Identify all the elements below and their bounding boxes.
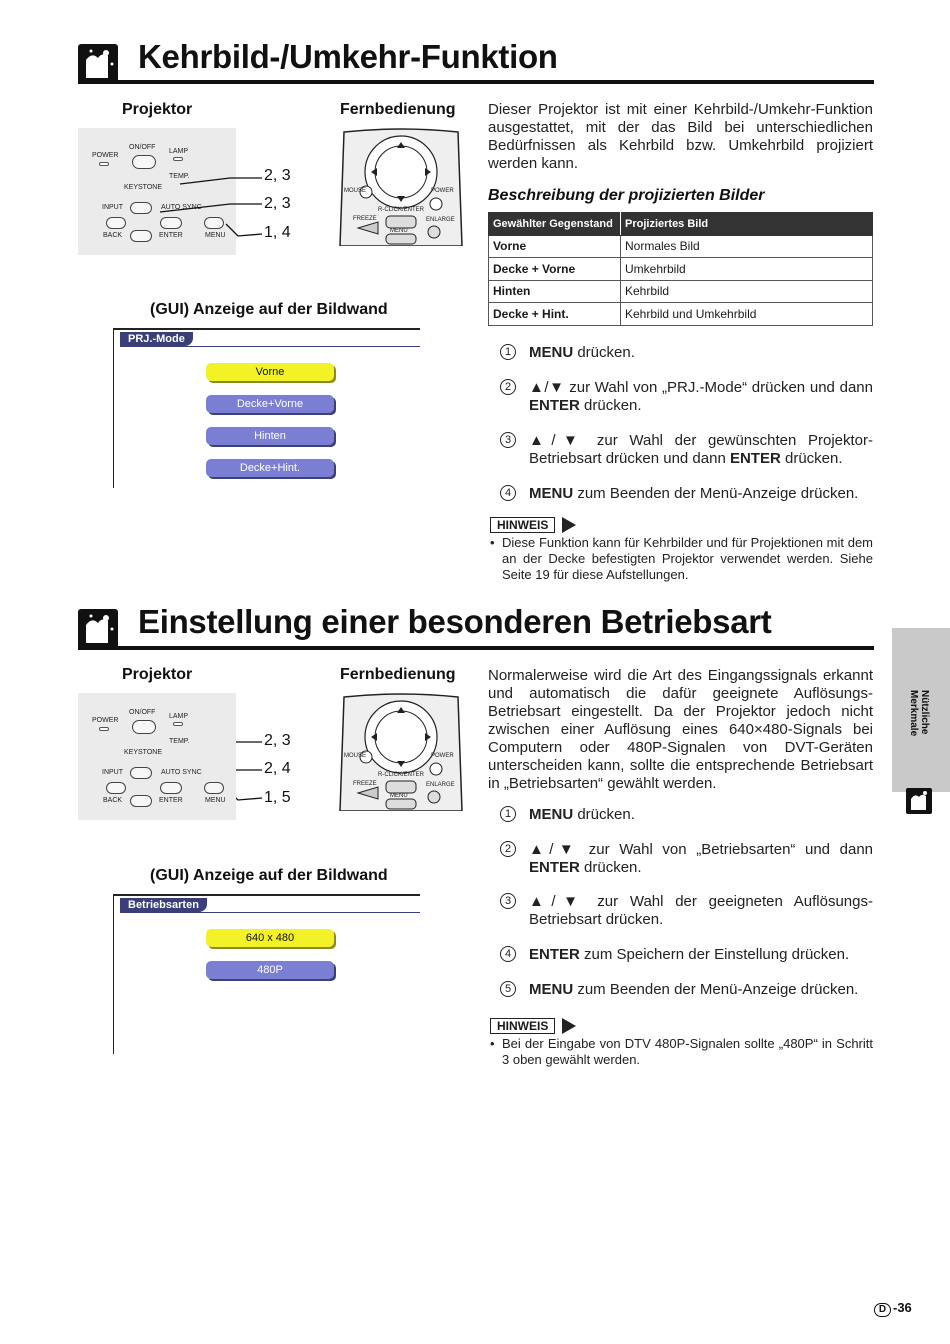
section-rule <box>78 646 874 650</box>
callout-steps: 2, 3 <box>264 167 291 184</box>
language-badge: D <box>874 1303 891 1317</box>
table-row <box>489 303 873 326</box>
chapter-side-tab[interactable] <box>892 628 950 792</box>
remote-rclick-label: R-CLICK/ENTER <box>378 207 425 213</box>
back-label: BACK <box>103 797 123 804</box>
step-text: zum Beenden der Menü-Anzeige drücken. <box>573 485 859 502</box>
note-text: • Diese Funktion kann für Kehrbilder und für Projektionen mit dem an der Decke befestigten Projektor verwendet werden. Siehe Seite 19 für diese Aufstellungen. <box>490 535 873 582</box>
step-item <box>500 841 873 877</box>
step-number: 2 <box>500 841 516 857</box>
temp-label: TEMP. <box>169 738 190 745</box>
enter-label: ENTER <box>159 232 183 239</box>
gui-option-decke-vorne[interactable]: Decke+Vorne <box>206 395 334 413</box>
table-cell: Normales Bild <box>621 235 873 258</box>
projection-table <box>488 212 873 326</box>
lamp-led <box>173 722 183 726</box>
gui-option-480p[interactable]: 480P <box>206 961 334 979</box>
step-text: zum Speichern der Einstellung drücken. <box>579 946 850 963</box>
callout-steps: 2, 4 <box>264 760 291 777</box>
projector-label: Projektor <box>122 666 193 683</box>
step-key: ENTER <box>529 859 580 876</box>
projector-label: Projektor <box>122 101 193 118</box>
onoff-label: ON/OFF <box>129 144 156 151</box>
step-key: MENU <box>529 806 574 823</box>
step-item <box>500 432 873 468</box>
section-title-reverse: Kehrbild-/Umkehr-Funktion <box>138 38 558 75</box>
bullet-icon: • <box>490 1036 495 1051</box>
step-text: drücken. <box>573 344 635 361</box>
step-key: MENU <box>529 485 574 502</box>
gui-tab-betriebsarten: Betriebsarten <box>120 898 207 912</box>
power-label: POWER <box>92 717 119 724</box>
gui-label: (GUI) Anzeige auf der Bildwand <box>150 867 388 884</box>
remote-menu-label: MENU <box>390 228 408 234</box>
table-cell: Decke + Hint. <box>489 303 621 326</box>
input-label: INPUT <box>102 204 123 211</box>
step-item <box>500 344 873 362</box>
step-number: 4 <box>500 946 516 962</box>
gui-frame-top <box>114 894 420 896</box>
callout-steps: 1, 5 <box>264 789 291 806</box>
section-star-icon <box>78 609 118 649</box>
remote-power-label: POWER <box>431 753 454 759</box>
gui-tab-line <box>120 912 420 913</box>
step-text: ▲/▼ zur Wahl von „PRJ.-Mode“ drücken und dann <box>529 379 873 396</box>
input-button[interactable] <box>130 767 152 779</box>
page-number-text: -36 <box>893 1300 912 1315</box>
step-key: MENU <box>529 981 574 998</box>
step-text: zum Beenden der Menü-Anzeige drücken. <box>573 981 859 998</box>
enter-button[interactable] <box>160 782 182 794</box>
step-key: ENTER <box>729 450 781 467</box>
remote-control <box>338 693 464 811</box>
note-arrow-icon <box>562 517 576 533</box>
table-row <box>489 235 873 258</box>
step-number: 4 <box>500 485 516 501</box>
chapter-star-icon <box>906 788 932 814</box>
gui-label: (GUI) Anzeige auf der Bildwand <box>150 301 388 318</box>
step-text: ▲/▼ zur Wahl von „Betriebsarten“ und dann <box>529 841 873 858</box>
gui-option-decke-hint[interactable]: Decke+Hint. <box>206 459 334 477</box>
step-item <box>500 379 873 415</box>
section-title-mode: Einstellung einer besonderen Betriebsart <box>138 603 772 640</box>
gui-option-hinten[interactable]: Hinten <box>206 427 334 445</box>
step-text: drücken. <box>579 859 642 876</box>
back-button[interactable] <box>106 782 126 794</box>
table-row <box>489 280 873 303</box>
gui-tab-line <box>120 346 420 347</box>
gui-screen-betriebsarten <box>113 894 419 1054</box>
remote-label: Fernbedienung <box>340 101 456 118</box>
gui-screen-prj-mode <box>113 328 419 488</box>
power-led <box>99 727 109 731</box>
power-label: POWER <box>92 152 119 159</box>
page-number <box>874 1300 912 1317</box>
step-number: 2 <box>500 379 516 395</box>
table-cell: Kehrbild <box>621 280 873 303</box>
note-label: HINWEIS <box>490 1018 555 1034</box>
note-arrow-icon <box>562 1018 576 1034</box>
step-text: ▲/▼ zur Wahl der gewünschten Projektor-Betriebsart drücken und dann <box>529 432 873 467</box>
callout-steps: 2, 3 <box>264 195 291 212</box>
table-header: Gewählter Gegenstand <box>489 213 621 236</box>
lamp-label: LAMP <box>169 148 189 155</box>
projector-control-panel <box>78 693 236 820</box>
remote-enlarge-label: ENLARGE <box>426 217 455 223</box>
gui-frame-top <box>114 328 420 330</box>
step-number: 1 <box>500 344 516 360</box>
bullet-icon: • <box>490 535 495 550</box>
step-number: 1 <box>500 806 516 822</box>
remote-mouse-label: MOUSE <box>344 753 367 759</box>
step-item <box>500 981 873 999</box>
enter-label: ENTER <box>159 797 183 804</box>
remote-freeze-label: FREEZE <box>353 216 377 222</box>
table-cell: Hinten <box>489 280 621 303</box>
remote-mouse-label: MOUSE <box>344 188 367 194</box>
step-text: ▲/▼ zur Wahl der geeigneten Auflösungs-Betriebsart drücken. <box>529 893 873 928</box>
gui-option-vorne[interactable]: Vorne <box>206 363 334 381</box>
remote-menu-label: MENU <box>390 793 408 799</box>
gui-option-640x480[interactable]: 640 x 480 <box>206 929 334 947</box>
auto-sync-label: AUTO SYNC <box>161 204 202 211</box>
remote-label: Fernbedienung <box>340 666 456 683</box>
table-cell: Umkehrbild <box>621 258 873 281</box>
table-cell: Kehrbild und Umkehrbild <box>621 303 873 326</box>
menu-button[interactable] <box>204 782 224 794</box>
step-item <box>500 893 873 929</box>
remote-enlarge-label: ENLARGE <box>426 782 455 788</box>
menu-label: MENU <box>205 797 226 804</box>
step-text: drücken. <box>573 806 635 823</box>
remote-rclick-label: R-CLICK/ENTER <box>378 772 425 778</box>
step-item <box>500 946 873 964</box>
table-header-row <box>489 213 873 236</box>
step-key: ENTER <box>529 397 580 414</box>
table-cell: Vorne <box>489 235 621 258</box>
remote-power-label: POWER <box>431 188 454 194</box>
step-item <box>500 806 873 824</box>
keystone-label: KEYSTONE <box>124 749 162 756</box>
auto-sync-label: AUTO SYNC <box>161 769 202 776</box>
intro-paragraph: Normalerweise wird die Art des Eingangssignals erkannt und automatisch die dafür geeignete Auflösungs-Betriebsart eingestellt. Da der Projektor jedoch nicht zwischen einer Auflösung eines 640×480-Signals bei Computern oder 480P-Signalen von DVT-Geräten unterscheiden kann, sollte die entsprechende Betriebsart in „Betriebsarten“ gewählt werden. <box>488 667 873 792</box>
table-cell: Decke + Vorne <box>489 258 621 281</box>
back-label: BACK <box>103 232 123 239</box>
table-header: Projiziertes Bild <box>621 213 873 236</box>
intro-paragraph: Dieser Projektor ist mit einer Kehrbild-/Umkehr-Funktion ausgestattet, mit der das Bild bei unterschiedlichen Bedürfnissen als Kehrbild bzw. Umkehrbild projiziert werden kann. <box>488 101 873 172</box>
onoff-label: ON/OFF <box>129 709 156 716</box>
down-button[interactable] <box>130 795 152 807</box>
note-text: • Bei der Eingabe von DTV 480P-Signalen sollte „480P“ in Schritt 3 oben gewählt werden. <box>490 1036 873 1067</box>
table-heading: Beschreibung der projizierten Bilder <box>488 187 765 204</box>
temp-label: TEMP. <box>169 173 190 180</box>
step-text: drücken. <box>780 450 843 467</box>
callout-steps: 2, 3 <box>264 732 291 749</box>
table-row <box>489 258 873 281</box>
keystone-label: KEYSTONE <box>124 184 162 191</box>
step-key: MENU <box>529 344 574 361</box>
remote-freeze-label: FREEZE <box>353 781 377 787</box>
callout-steps: 1, 4 <box>264 224 291 241</box>
step-text: drücken. <box>579 397 642 414</box>
step-number: 3 <box>500 432 516 448</box>
gui-tab-prj-mode: PRJ.-Mode <box>120 332 193 346</box>
side-tab-label: Nützliche Merkmale <box>908 690 930 737</box>
lamp-label: LAMP <box>169 713 189 720</box>
step-number: 5 <box>500 981 516 997</box>
onoff-button[interactable] <box>132 720 156 734</box>
menu-label: MENU <box>205 232 226 239</box>
input-label: INPUT <box>102 769 123 776</box>
step-key: ENTER <box>529 946 580 963</box>
step-item <box>500 485 873 503</box>
note-label: HINWEIS <box>490 517 555 533</box>
step-number: 3 <box>500 893 516 909</box>
